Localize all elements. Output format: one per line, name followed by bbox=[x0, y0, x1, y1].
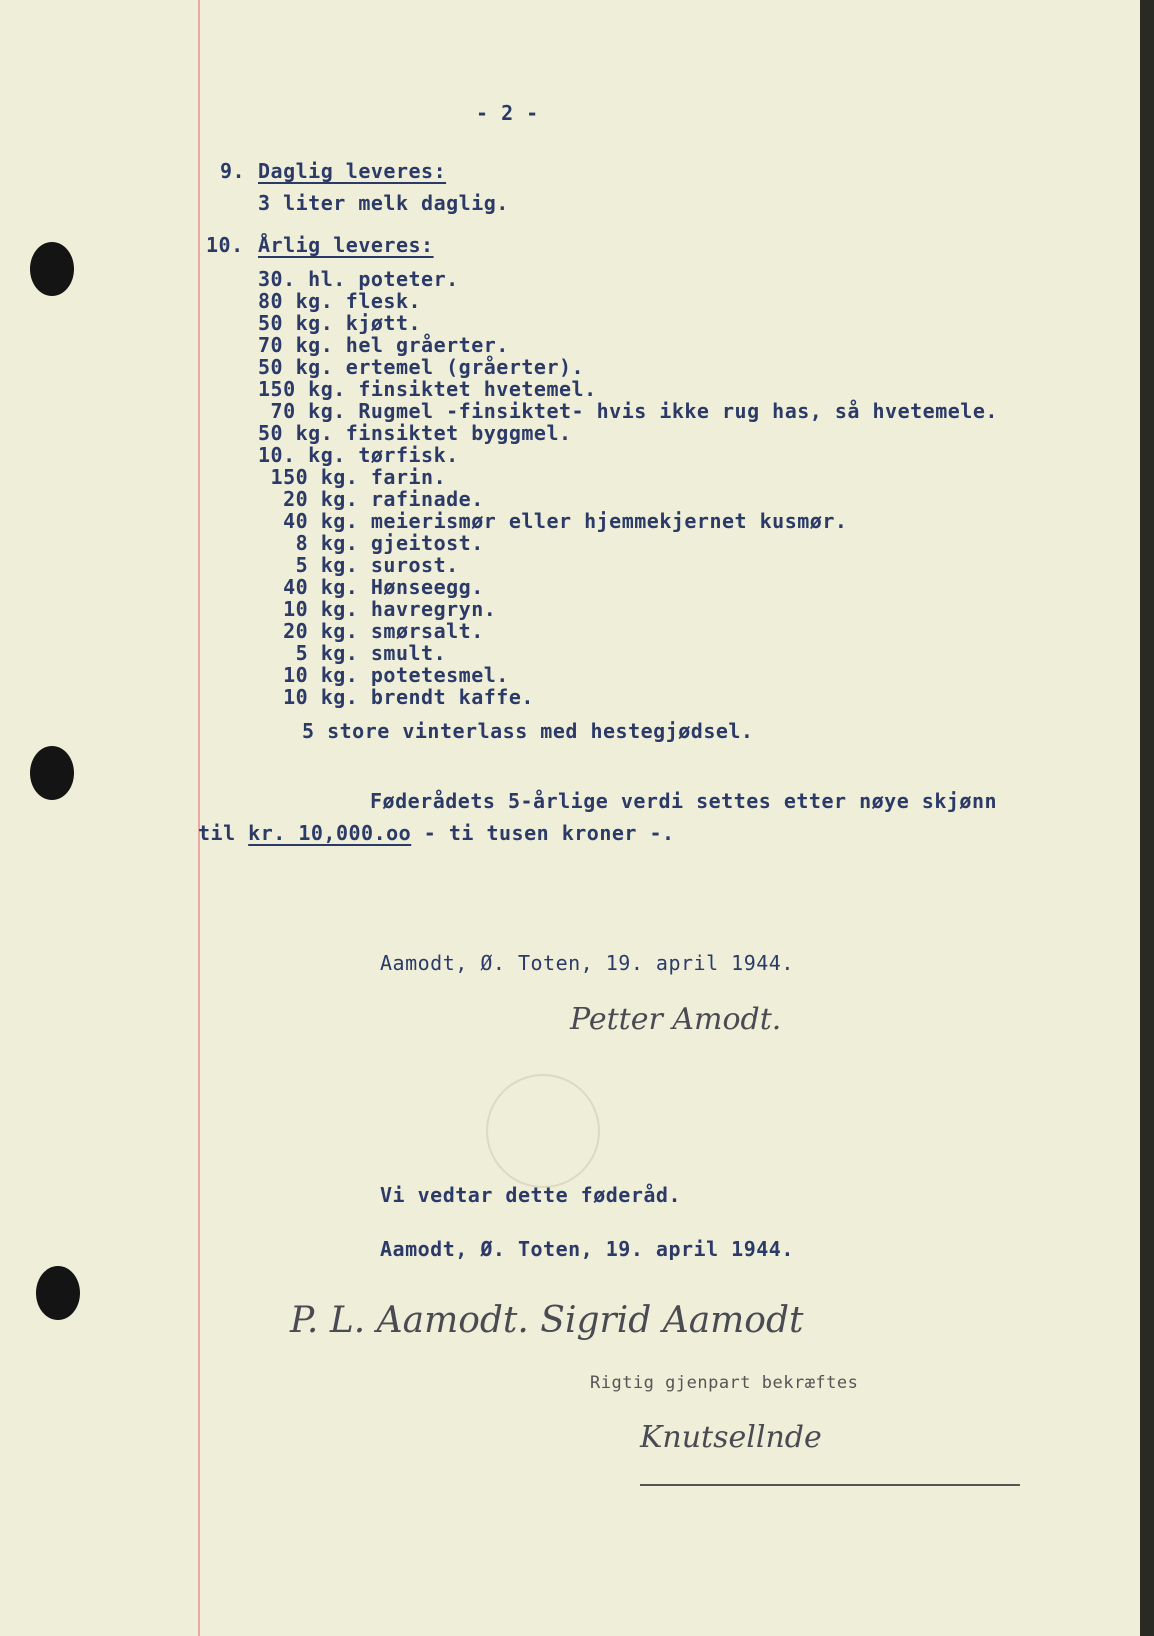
section-9-heading: Daglig leveres: bbox=[258, 159, 447, 183]
page-number: - 2 - bbox=[476, 101, 539, 125]
signature-1: Petter Amodt. bbox=[570, 1002, 782, 1037]
margin-line bbox=[198, 0, 200, 1636]
punch-hole bbox=[36, 1266, 80, 1320]
punch-hole bbox=[30, 242, 74, 296]
list-item: 10 kg. potetesmel. bbox=[258, 663, 509, 687]
place-date-1: Aamodt, Ø. Toten, 19. april 1944. bbox=[380, 951, 794, 975]
list-item: 10 kg. brendt kaffe. bbox=[258, 685, 534, 709]
signature-line bbox=[640, 1484, 1020, 1486]
list-item: 50 kg. kjøtt. bbox=[258, 311, 422, 335]
list-item: 20 kg. smørsalt. bbox=[258, 619, 484, 643]
list-item: 40 kg. meierismør eller hjemmekjernet kusmør. bbox=[258, 509, 848, 533]
list-item: 10 kg. havregryn. bbox=[258, 597, 497, 621]
section-9-text: 3 liter melk daglig. bbox=[258, 191, 509, 215]
list-item: 80 kg. flesk. bbox=[258, 289, 422, 313]
list-item: 70 kg. Rugmel -finsiktet- hvis ikke rug has, så hvetemele. bbox=[258, 399, 998, 423]
signature-2: P. L. Aamodt. Sigrid Aamodt bbox=[290, 1300, 804, 1341]
section-9-number: 9. bbox=[220, 159, 246, 183]
punch-hole bbox=[30, 746, 74, 800]
extra-item: 5 store vinterlass med hestegjødsel. bbox=[302, 719, 754, 743]
signature-3: Knutsellnde bbox=[640, 1420, 822, 1455]
section-10-number: 10. bbox=[206, 233, 244, 257]
faint-stamp bbox=[486, 1074, 600, 1188]
list-item: 30. hl. poteter. bbox=[258, 267, 459, 291]
certification-text: Rigtig gjenpart bekræftes bbox=[590, 1373, 859, 1393]
list-item: 50 kg. finsiktet byggmel. bbox=[258, 421, 572, 445]
list-item: 50 kg. ertemel (gråerter). bbox=[258, 355, 585, 379]
section-10-heading: Årlig leveres: bbox=[258, 233, 434, 257]
list-item: 5 kg. surost. bbox=[258, 553, 459, 577]
list-item: 5 kg. smult. bbox=[258, 641, 447, 665]
acceptance-text: Vi vedtar dette føderåd. bbox=[380, 1183, 681, 1207]
place-date-2: Aamodt, Ø. Toten, 19. april 1944. bbox=[380, 1237, 794, 1261]
list-item: 10. kg. tørfisk. bbox=[258, 443, 459, 467]
list-item: 20 kg. rafinade. bbox=[258, 487, 484, 511]
valuation-suffix: - ti tusen kroner -. bbox=[411, 821, 675, 845]
valuation-prefix: til bbox=[198, 821, 249, 845]
valuation-amount: kr. 10,000.oo bbox=[248, 821, 412, 845]
list-item: 150 kg. finsiktet hvetemel. bbox=[258, 377, 597, 401]
list-item: 40 kg. Hønseegg. bbox=[258, 575, 484, 599]
list-item: 8 kg. gjeitost. bbox=[258, 531, 484, 555]
valuation-line-2 bbox=[198, 822, 675, 844]
valuation-line-1: Føderådets 5-årlige verdi settes etter nøye skjønn bbox=[370, 789, 998, 813]
list-item: 150 kg. farin. bbox=[258, 465, 447, 489]
list-item: 70 kg. hel gråerter. bbox=[258, 333, 509, 357]
